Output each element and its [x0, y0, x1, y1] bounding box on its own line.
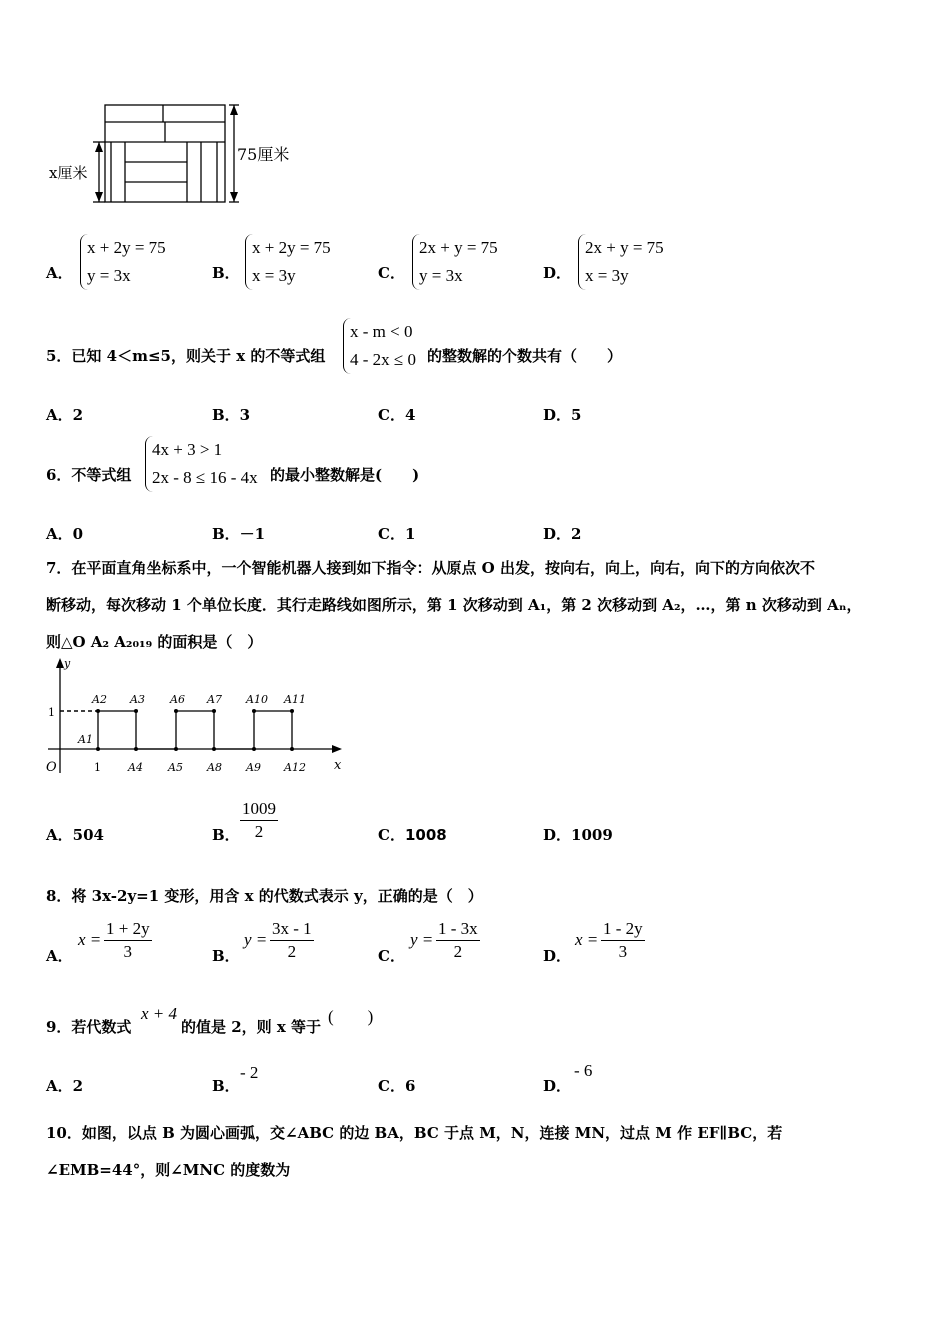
- q4-c-eq1: 2x + y = 75: [419, 238, 498, 257]
- q6-option-b[interactable]: B．－1: [212, 525, 266, 543]
- q9-c-value: 6: [404, 1077, 416, 1095]
- q8-b-fraction: [270, 918, 314, 963]
- q8-d-denominator: 3: [618, 942, 628, 961]
- q7-d-value: 1009: [571, 826, 613, 844]
- q9-answer-paren: ( ): [328, 1007, 374, 1026]
- q9-option-a[interactable]: [46, 1075, 83, 1096]
- q5-ineq2: 4 - 2x ≤ 0: [350, 350, 416, 369]
- point-a11-label: A11: [284, 693, 306, 706]
- q8-d-numerator: 1 - 2y: [601, 918, 645, 941]
- bookshelf-figure: [45, 100, 305, 215]
- q4-option-a-label[interactable]: A．: [46, 264, 73, 282]
- q5-option-a[interactable]: A．2: [46, 406, 84, 424]
- q8-option-c-label[interactable]: C．: [378, 947, 405, 965]
- q6-ineq1: 4x + 3 > 1: [152, 440, 223, 459]
- q5-option-d[interactable]: D．5: [543, 406, 582, 424]
- q8-d-lhs: x =: [575, 930, 599, 949]
- q9-c-label: C．: [378, 1077, 405, 1095]
- q5-stem-prefix: 5．已知 4＜m≤5，则关于 x 的不等式组: [46, 347, 326, 365]
- q9-expression: x + 4: [141, 1004, 178, 1023]
- q8-a-fraction: [104, 918, 152, 963]
- q8-c-denominator: 2: [453, 942, 463, 961]
- q6-option-a[interactable]: A．0: [46, 525, 84, 543]
- origin-label: O: [46, 760, 57, 775]
- q4-c-eq2: y = 3x: [419, 266, 463, 285]
- q4-d-eq1: 2x + y = 75: [585, 238, 664, 257]
- point-a10-label: A10: [246, 693, 268, 706]
- q7-option-b-label[interactable]: B．: [212, 826, 240, 844]
- q7-option-c[interactable]: [378, 824, 447, 845]
- q8-d-fraction: [601, 918, 645, 963]
- q7-a-label: A．: [46, 826, 73, 844]
- point-a12-label: A12: [284, 761, 306, 774]
- q5-option-c[interactable]: C．4: [378, 406, 416, 424]
- q6-option-d[interactable]: D．2: [543, 525, 582, 543]
- q6-ineq2: 2x - 8 ≤ 16 - 4x: [152, 468, 258, 487]
- q8-a-lhs: x =: [78, 930, 102, 949]
- q8-c-lhs: y =: [410, 930, 434, 949]
- q8-option-b-label[interactable]: B．: [212, 947, 240, 965]
- q8-stem: 8．将 3x-2y=1 变形，用含 x 的代数式表示 y，正确的是（ ）: [46, 887, 483, 905]
- q9-stem-prefix: 9．若代数式: [46, 1018, 132, 1036]
- q9-option-c[interactable]: [378, 1075, 415, 1096]
- q7-d-label: D．: [543, 826, 572, 844]
- q4-b-eq1: x + 2y = 75: [252, 238, 331, 257]
- q8-a-denominator: 3: [123, 942, 133, 961]
- q7-c-value: 1008: [404, 826, 447, 844]
- q9-b-value: - 2: [240, 1063, 259, 1082]
- q9-option-d-label[interactable]: D．: [543, 1077, 572, 1095]
- q9-option-b-label[interactable]: B．: [212, 1077, 240, 1095]
- q4-option-d-system: [578, 234, 664, 290]
- q9-a-value: 2: [72, 1077, 84, 1095]
- x-label: x厘米: [49, 164, 88, 182]
- point-a6-label: A6: [170, 693, 185, 706]
- q5-ineq1: x - m < 0: [350, 322, 413, 341]
- q4-option-a-system: [80, 234, 166, 290]
- height-label: 75厘米: [237, 145, 290, 164]
- point-a2-label: A2: [92, 693, 107, 706]
- point-a5-label: A5: [168, 761, 183, 774]
- x-one-label: 1: [94, 761, 101, 774]
- q4-a-eq2: y = 3x: [87, 266, 131, 285]
- q7-stem-line1: 7．在平面直角坐标系中，一个智能机器人接到如下指令：从原点 O 出发，按向右，向上，向右，向下的方向依次不: [46, 559, 815, 577]
- q7-stem-line3: 则△O A₂ A₂₀₁₉ 的面积是（ ）: [46, 633, 263, 651]
- q8-c-fraction: [436, 918, 480, 963]
- q9-stem-suffix: 的值是 2，则 x 等于: [181, 1018, 322, 1036]
- point-a4-label: A4: [128, 761, 143, 774]
- q7-b-numerator: 1009: [240, 798, 278, 821]
- q6-inequality-system: [145, 436, 258, 492]
- q7-option-b-fraction: [240, 798, 278, 843]
- q6-stem-prefix: 6．不等式组: [46, 466, 132, 484]
- q8-a-numerator: 1 + 2y: [104, 918, 152, 941]
- q10-stem-line1: 10．如图，以点 B 为圆心画弧，交∠ABC 的边 BA，BC 于点 M，N，连接 MN，过点 M 作 EF∥BC，若: [46, 1124, 783, 1142]
- q4-option-d-label[interactable]: D．: [543, 264, 572, 282]
- q6-stem-suffix: 的最小整数解是( ): [270, 466, 420, 484]
- q6-option-c[interactable]: C．1: [378, 525, 416, 543]
- q7-a-value: 504: [72, 826, 104, 844]
- q7-c-label: C．: [378, 826, 405, 844]
- q8-b-numerator: 3x - 1: [270, 918, 314, 941]
- q7-option-d[interactable]: [543, 824, 613, 845]
- q8-option-d-label[interactable]: D．: [543, 947, 572, 965]
- q4-b-eq2: x = 3y: [252, 266, 296, 285]
- x-axis-label: x: [334, 758, 342, 773]
- q4-option-b-system: [245, 234, 331, 290]
- q7-b-denominator: 2: [254, 822, 264, 841]
- q7-option-a[interactable]: [46, 824, 104, 845]
- q4-a-eq1: x + 2y = 75: [87, 238, 166, 257]
- q5-option-b[interactable]: B．3: [212, 406, 251, 424]
- robot-path-figure: [40, 655, 360, 780]
- q10-stem-line2: ∠EMB=44°，则∠MNC 的度数为: [46, 1161, 291, 1179]
- q9-d-value: - 6: [574, 1061, 593, 1080]
- q9-a-label: A．: [46, 1077, 73, 1095]
- point-a7-label: A7: [207, 693, 222, 706]
- point-a9-label: A9: [246, 761, 261, 774]
- q4-d-eq2: x = 3y: [585, 266, 629, 285]
- y-axis-label: y: [64, 657, 71, 670]
- point-a1-label: A1: [78, 733, 93, 746]
- q5-inequality-system: [343, 318, 416, 374]
- q4-option-b-label[interactable]: B．: [212, 264, 240, 282]
- q8-b-lhs: y =: [244, 930, 268, 949]
- point-a3-label: A3: [130, 693, 145, 706]
- q8-c-numerator: 1 - 3x: [436, 918, 480, 941]
- q8-option-a-label[interactable]: A．: [46, 947, 73, 965]
- q4-option-c-label[interactable]: C．: [378, 264, 405, 282]
- y-one-label: 1: [48, 706, 55, 719]
- q7-stem-line2: 断移动，每次移动 1 个单位长度．其行走路线如图所示，第 1 次移动到 A₁，第 2 次移动到 A₂，…，第 n 次移动到 Aₙ，: [46, 596, 862, 614]
- q5-stem-suffix: 的整数解的个数共有（ ）: [427, 347, 623, 365]
- q8-b-denominator: 2: [287, 942, 297, 961]
- point-a8-label: A8: [207, 761, 222, 774]
- q4-option-c-system: [412, 234, 498, 290]
